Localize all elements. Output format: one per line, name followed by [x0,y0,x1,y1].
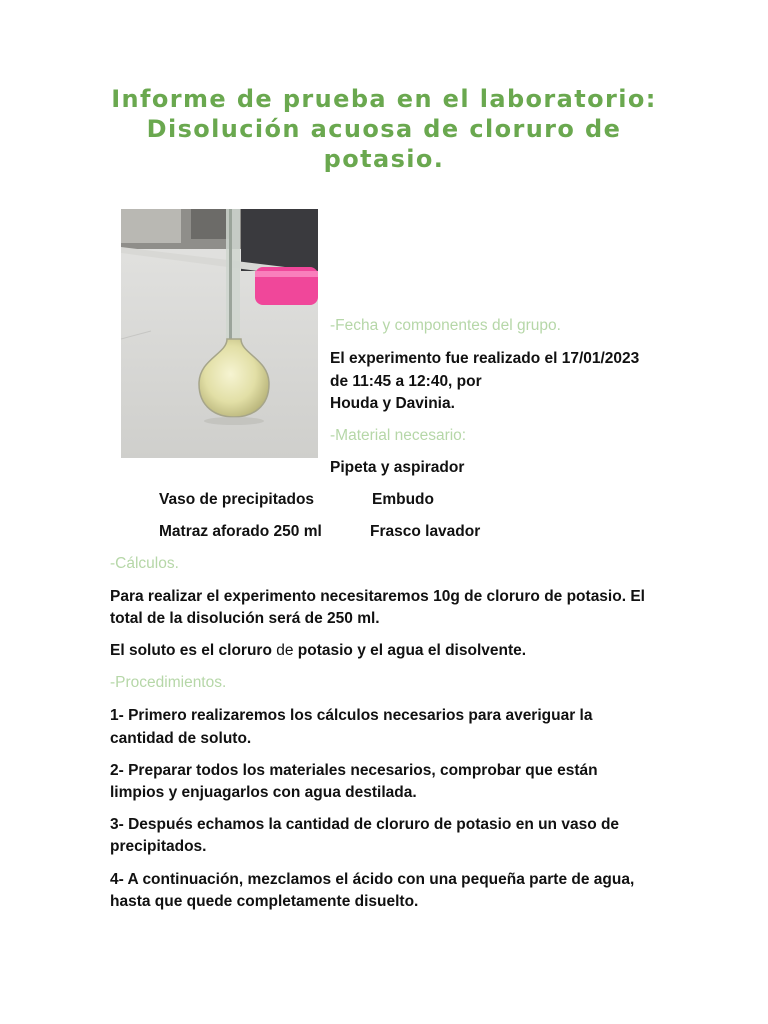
step-2-line-2: limpios y enjuagarlos con agua destilada. [110,784,417,801]
fecha-line-1: El experimento fue realizado el 17/01/2023 [330,350,640,367]
fecha-line-3: Houda y Davinia. [330,395,455,412]
step-3-line-1: 3- Después echamos la cantidad de cloruro de potasio en un vaso de [110,816,620,833]
flask-photo-illustration [121,209,318,458]
step-4-line-1: 4- A continuación, mezclamos el ácido con una pequeña parte de agua, [110,871,635,888]
document-title: Informe de prueba en el laboratorio: Disolución acuosa de cloruro de potasio. [111,85,657,173]
fecha-line-2: de 11:45 a 12:40, por [330,373,482,390]
material-frasco: Frasco lavador [370,523,481,540]
calculos-p2-part1: El soluto es el cloruro [110,642,277,659]
step-1-line-2: cantidad de soluto. [110,730,252,747]
calculos-p2-part3: potasio y el agua el disolvente. [293,642,527,659]
step-4-line-2: hasta que quede completamente disuelto. [110,893,419,910]
calculos-p1-line-2: total de la disolución será de 250 ml. [110,610,380,627]
calculos-p2-part2: de [276,642,294,659]
calculos-p1-line-1: Para realizar el experimento necesitaremos 10g de cloruro de potasio. El [110,588,645,605]
calculos-p2 [110,640,526,662]
lab-flask-photo [121,209,318,458]
material-matraz: Matraz aforado 250 ml [159,523,322,540]
fecha-heading: -Fecha y componentes del grupo. [330,317,561,334]
procedimientos-heading: -Procedimientos. [110,674,227,691]
step-2-line-1: 2- Preparar todos los materiales necesarios, comprobar que están [110,762,598,779]
material-pipeta: Pipeta y aspirador [330,459,465,476]
material-embudo: Embudo [372,491,434,508]
step-3-line-2: precipitados. [110,838,207,855]
calculos-heading: -Cálculos. [110,555,179,572]
step-1-line-1: 1- Primero realizaremos los cálculos necesarios para averiguar la [110,707,593,724]
material-heading: -Material necesario: [330,427,467,444]
material-vaso: Vaso de precipitados [159,491,315,508]
